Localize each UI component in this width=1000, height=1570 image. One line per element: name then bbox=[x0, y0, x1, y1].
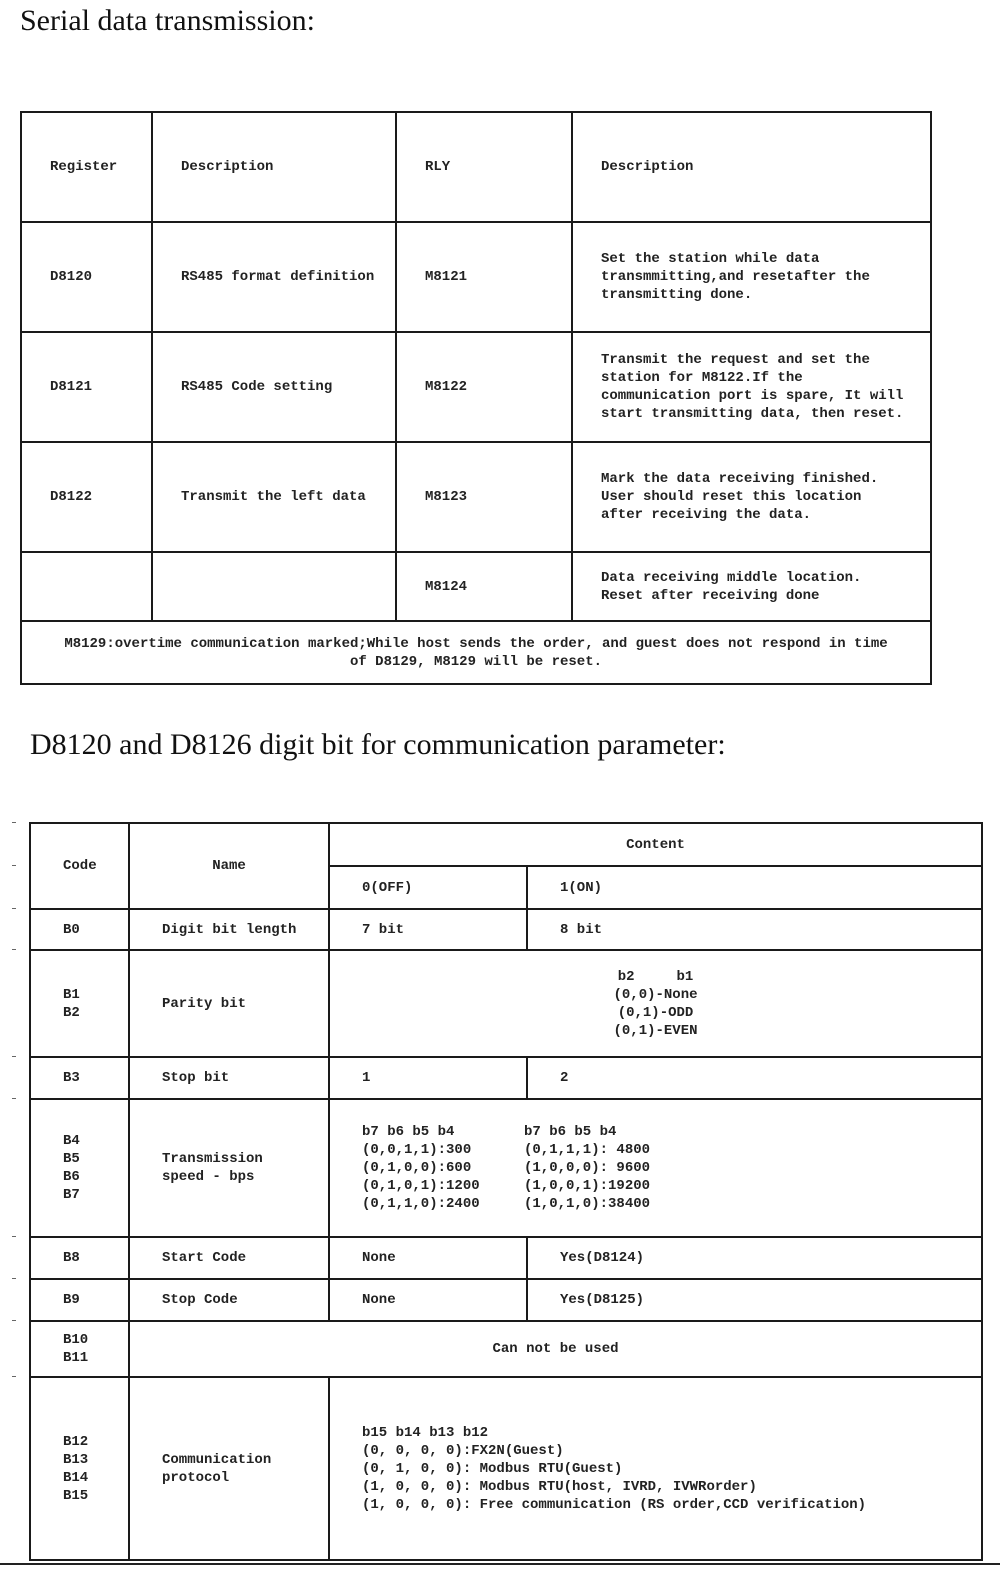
speed-column-left bbox=[362, 1123, 524, 1213]
margin-tick bbox=[12, 1376, 16, 1377]
margin-tick bbox=[12, 1056, 16, 1057]
table-row bbox=[30, 1099, 982, 1237]
description-cell: RS485 format definition bbox=[152, 222, 396, 332]
speed-line: (0,1,0,1):1200 bbox=[362, 1178, 480, 1194]
name-cell: Communication protocol bbox=[129, 1377, 329, 1560]
rly-description-cell: Mark the data receiving finished. User should reset this location after receiving the data. bbox=[572, 442, 931, 552]
code-cell: B10 B11 bbox=[30, 1321, 129, 1377]
speed-line: (0,1,1,0):2400 bbox=[362, 1196, 480, 1212]
on-value-cell: Yes(D8124) bbox=[527, 1237, 982, 1279]
speed-line: (0,1,0,0):600 bbox=[362, 1160, 472, 1176]
speed-line: (0,0,1,1):300 bbox=[362, 1142, 472, 1158]
margin-tick bbox=[12, 1098, 16, 1099]
rly-description-cell: Transmit the request and set the station for M8122.If the communication port is spare, It will start transmitting data, then reset. bbox=[572, 332, 931, 442]
header-name: Name bbox=[129, 823, 329, 909]
rly-description-cell: Set the station while data transmmitting,and resetafter the transmitting done. bbox=[572, 222, 931, 332]
code-cell: B3 bbox=[30, 1057, 129, 1099]
parity-line: b2 b1 bbox=[617, 968, 694, 985]
protocol-line: (1, 0, 0, 0): Modbus RTU(host, IVRD, IVWRorder) bbox=[362, 1478, 757, 1495]
description-cell: Transmit the left data bbox=[152, 442, 396, 552]
protocol-line: (0, 1, 0, 0): Modbus RTU(Guest) bbox=[362, 1460, 623, 1477]
header-description: Description bbox=[152, 112, 396, 222]
header-off: 0(OFF) bbox=[329, 866, 527, 909]
table-row bbox=[21, 222, 931, 332]
speed-line: (0,1,1,1): 4800 bbox=[524, 1142, 651, 1158]
table-header-row bbox=[21, 112, 931, 222]
parity-line: (0,1)-EVEN bbox=[613, 1022, 698, 1039]
name-cell: Stop bit bbox=[129, 1057, 329, 1099]
overtime-note-line-1: M8129:overtime communication marked;While host sends the order, and guest does not respond in time bbox=[64, 635, 888, 652]
rly-cell: M8121 bbox=[396, 222, 572, 332]
table-row bbox=[21, 332, 931, 442]
rly-cell: M8124 bbox=[396, 552, 572, 621]
name-cell: Start Code bbox=[129, 1237, 329, 1279]
code-cell: B9 bbox=[30, 1279, 129, 1321]
protocol-line: b15 b14 b13 b12 bbox=[362, 1424, 489, 1441]
rly-cell: M8122 bbox=[396, 332, 572, 442]
rly-cell: M8123 bbox=[396, 442, 572, 552]
section-title-serial-transmission: Serial data transmission: bbox=[20, 4, 315, 37]
protocol-line: (1, 0, 0, 0): Free communication (RS order,CCD verification) bbox=[362, 1496, 867, 1513]
code-cell: B1 B2 bbox=[30, 950, 129, 1057]
speed-column-right bbox=[524, 1123, 650, 1213]
protocol-content-cell bbox=[329, 1377, 982, 1560]
table-row bbox=[21, 552, 931, 621]
unused-note-cell: Can not be used bbox=[129, 1321, 982, 1377]
on-value-cell: 8 bit bbox=[527, 909, 982, 950]
margin-tick bbox=[12, 1320, 16, 1321]
name-cell: Transmission speed - bps bbox=[129, 1099, 329, 1237]
name-cell: Digit bit length bbox=[129, 909, 329, 950]
margin-tick bbox=[12, 1236, 16, 1237]
register-cell: D8121 bbox=[21, 332, 152, 442]
parity-line: (0,0)-None bbox=[613, 986, 698, 1003]
register-cell: D8120 bbox=[21, 222, 152, 332]
name-cell: Parity bit bbox=[129, 950, 329, 1057]
table-footer-row bbox=[21, 621, 931, 684]
code-cell: B0 bbox=[30, 909, 129, 950]
off-value-cell: 1 bbox=[329, 1057, 527, 1099]
description-cell: RS485 Code setting bbox=[152, 332, 396, 442]
protocol-line: (0, 0, 0, 0):FX2N(Guest) bbox=[362, 1442, 564, 1459]
code-cell: B4 B5 B6 B7 bbox=[30, 1099, 129, 1237]
margin-tick bbox=[12, 1278, 16, 1279]
header-register: Register bbox=[21, 112, 152, 222]
table-row bbox=[30, 1321, 982, 1377]
table-row bbox=[21, 442, 931, 552]
register-cell: D8122 bbox=[21, 442, 152, 552]
description-cell bbox=[152, 552, 396, 621]
margin-tick bbox=[12, 822, 16, 823]
table-row bbox=[30, 909, 982, 950]
on-value-cell: 2 bbox=[527, 1057, 982, 1099]
table-header-row bbox=[30, 823, 982, 866]
section-title-communication-parameter: D8120 and D8126 digit bit for communication parameter: bbox=[30, 728, 726, 761]
name-cell: Stop Code bbox=[129, 1279, 329, 1321]
on-value-cell: Yes(D8125) bbox=[527, 1279, 982, 1321]
page-bottom-rule bbox=[0, 1563, 1000, 1565]
register-cell bbox=[21, 552, 152, 621]
table-row bbox=[30, 1057, 982, 1099]
serial-transmission-table bbox=[20, 111, 932, 685]
table-row bbox=[30, 950, 982, 1057]
parity-content-cell bbox=[329, 950, 982, 1057]
speed-columns bbox=[362, 1123, 981, 1213]
speed-line: b7 b6 b5 b4 bbox=[362, 1124, 455, 1140]
parity-line: (0,1)-ODD bbox=[617, 1004, 694, 1021]
margin-tick bbox=[12, 908, 16, 909]
off-value-cell: 7 bit bbox=[329, 909, 527, 950]
table-row bbox=[30, 1237, 982, 1279]
rly-description-cell: Data receiving middle location. Reset after receiving done bbox=[572, 552, 931, 621]
code-cell: B8 bbox=[30, 1237, 129, 1279]
speed-content-cell bbox=[329, 1099, 982, 1237]
speed-line: (1,0,1,0):38400 bbox=[524, 1196, 651, 1212]
overtime-note-line-2: of D8129, M8129 will be reset. bbox=[349, 653, 603, 670]
speed-line: b7 b6 b5 b4 bbox=[524, 1124, 617, 1140]
communication-parameter-table bbox=[29, 822, 983, 1561]
speed-line: (1,0,0,1):19200 bbox=[524, 1178, 651, 1194]
header-rly-description: Description bbox=[572, 112, 931, 222]
header-code: Code bbox=[30, 823, 129, 909]
off-value-cell: None bbox=[329, 1237, 527, 1279]
speed-line: (1,0,0,0): 9600 bbox=[524, 1160, 651, 1176]
margin-tick bbox=[12, 949, 16, 950]
overtime-note bbox=[21, 621, 931, 684]
off-value-cell: None bbox=[329, 1279, 527, 1321]
table-row bbox=[30, 1377, 982, 1560]
code-cell: B12 B13 B14 B15 bbox=[30, 1377, 129, 1560]
table-row bbox=[30, 1279, 982, 1321]
header-on: 1(ON) bbox=[527, 866, 982, 909]
header-content: Content bbox=[329, 823, 982, 866]
header-rly: RLY bbox=[396, 112, 572, 222]
margin-tick bbox=[12, 865, 16, 866]
